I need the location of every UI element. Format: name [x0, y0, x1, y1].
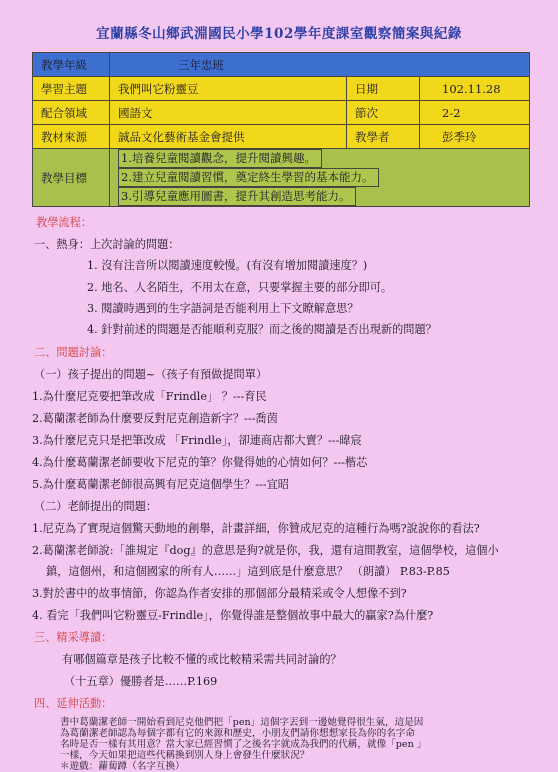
highlight-heading: 三、精采導讀：	[34, 631, 113, 644]
teacher-question: 4. 看完「我們叫它粉靈豆-Frindle」，你覺得誰是整個故事中最大的贏家?為什麼?	[32, 609, 434, 622]
warmup-item: 3. 閱讀時遇到的生字語詞是否能利用上下文瞭解意思？	[87, 302, 359, 315]
grade-value: 三年忠班	[110, 53, 530, 77]
highlight-item: 有哪個篇章是孩子比較不懂的或比較精采需共同討論的？	[62, 653, 342, 666]
highlight-item: （十五章）優勝者是……P.169	[64, 675, 218, 688]
date-value: 102.11.28	[420, 77, 530, 101]
extension-paragraph: 為葛蘭潔老師認為每個字都有它的來源和歷史，小朋友們請你想想家長為你的名字命	[60, 728, 415, 739]
extension-paragraph: 書中葛蘭潔老師一開始看到尼克他們把「pen」這個字丟到一邊她覺得很生氣，這是因	[60, 717, 424, 728]
grade-label: 教學年級	[33, 53, 110, 77]
kids-question: 2.葛蘭潔老師為什麼要反對尼克創造新字？---喬茵	[32, 412, 278, 425]
date-label: 日期	[347, 77, 420, 101]
kids-question: 1.為什麼尼克要把筆改成「Frindle」 ？---育民	[32, 390, 267, 403]
teacher-question-continued: 鎮，這個州，和這個國家的所有人……」這到底是什麼意思？ （朗讀） P.83-P.85	[46, 565, 450, 578]
period-value: 2-2	[420, 101, 530, 125]
domain-value: 國語文	[110, 101, 347, 125]
extension-paragraph: 一樣，今天如果把這些代稱換到別人身上會發生什麼狀況？	[60, 750, 310, 761]
warmup-item: 4. 針對前述的問題是否能順利克服？而之後的閱讀是否出現新的問題？	[87, 323, 437, 336]
warmup-item: 1. 沒有注音所以閱讀速度較慢。(有沒有增加閱讀速度？)	[87, 259, 368, 272]
teacher-question: 3.對於書中的故事情節，你認為作者安排的那個部分最精采或令人想像不到?	[32, 587, 407, 600]
teacher-question: 2.葛蘭潔老師說:「誰規定『dog』的意思是狗?就是你，我，還有這間教室，這個學校，這個小	[32, 544, 499, 557]
source-value: 誠品文化藝術基金會提供	[110, 125, 347, 149]
goal-item: 1.培養兒童閱讀觀念，提升閱讀興趣。	[118, 149, 322, 168]
extension-heading: 四、延伸活動：	[34, 697, 113, 710]
goal-item: 3.引導兒童應用圖書，提升其創造思考能力。	[118, 187, 356, 206]
kids-question: 4.為什麼葛蘭潔老師要收下尼克的筆？你覺得她的心情如何？---楷芯	[32, 456, 368, 469]
goals-label: 教學目標	[33, 149, 110, 207]
kids-question: 5.為什麼葛蘭潔老師很高興有尼克這個學生？---宜昭	[32, 478, 289, 491]
topic-value: 我們叫它粉靈豆	[110, 77, 347, 101]
warmup-item: 2. 地名、人名陌生，不用太在意，只要掌握主要的部分即可。	[87, 281, 393, 294]
discussion-heading: 二、問題討論：	[34, 346, 113, 359]
kids-question: 3.為什麼尼克只是把筆改成 「Frindle」，卻連商店都大賣？---暐宸	[32, 434, 362, 447]
process-heading: 教學流程：	[36, 216, 92, 229]
source-label: 教材來源	[33, 125, 110, 149]
kids-questions-heading: （一）孩子提出的問題~（孩子有預做提問單）	[34, 368, 268, 381]
teacher-label: 教學者	[347, 125, 420, 149]
topic-label: 學習主題	[33, 77, 110, 101]
goal-item: 2.建立兒童閱讀習慣，奠定終生學習的基本能力。	[118, 168, 379, 187]
page-title: 宜蘭縣冬山鄉武淵國民小學102學年度課室觀察簡案與紀錄	[96, 26, 462, 42]
warmup-heading: 一、熱身：上次討論的問題：	[34, 238, 180, 251]
extension-game: ＊遊戲：蘿蔔蹲（名字互換）	[60, 761, 185, 772]
extension-paragraph: 名時是否一樣有其用意？當大家已經習慣了之後名字就成為我們的代稱，就像「pen 」	[60, 739, 427, 750]
domain-label: 配合領域	[33, 101, 110, 125]
period-label: 節次	[347, 101, 420, 125]
teacher-questions-heading: （二）老師提出的問題：	[34, 500, 158, 513]
teacher-value: 彭季玲	[420, 125, 530, 149]
teacher-question: 1.尼克為了實現這個驚天動地的創舉，計畫詳細，你贊成尼克的這種行為嗎?說說你的看法?	[32, 522, 480, 535]
